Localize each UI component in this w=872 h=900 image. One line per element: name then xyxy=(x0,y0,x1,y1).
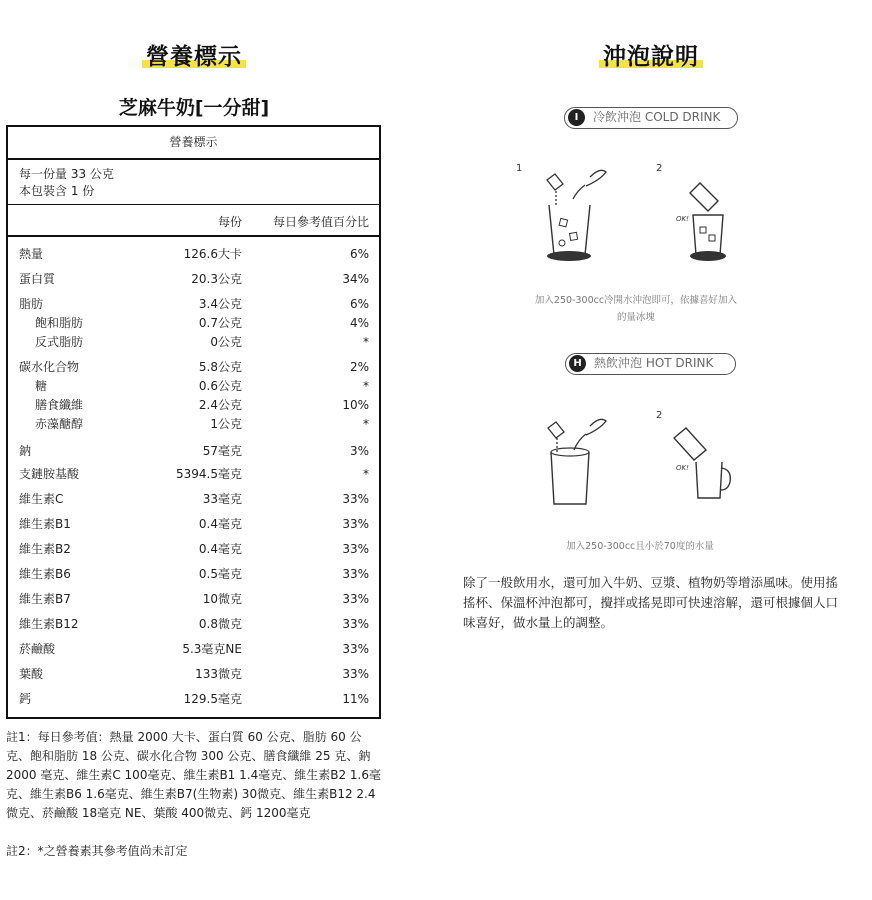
nutrient-daily-pct: 33% xyxy=(342,517,369,531)
nutrient-row-vitamin-b1 xyxy=(8,515,379,533)
nutrient-row-saturated-fat xyxy=(8,314,379,332)
nutrient-value: 0公克 xyxy=(210,335,242,349)
brewing-title-text: 沖泡說明 xyxy=(603,44,699,70)
nutrient-name: 維生素B7 xyxy=(19,592,71,606)
nutrient-value: 3.4公克 xyxy=(198,297,242,311)
nutrient-name: 熱量 xyxy=(19,247,44,261)
nutrient-name: 維生素B2 xyxy=(19,542,71,556)
nutrient-row-vitamin-b2 xyxy=(8,540,379,558)
cold-step-2-number: 2 xyxy=(656,163,663,174)
nutrient-daily-pct: 33% xyxy=(342,667,369,681)
servings-per-package: 本包裝含 1 份 xyxy=(19,184,95,198)
nutrient-daily-pct: 33% xyxy=(342,492,369,506)
nutrient-row-erythritol xyxy=(8,415,379,433)
shaker-cup-icon xyxy=(690,183,723,255)
nutrient-daily-pct: * xyxy=(363,379,369,393)
cold-drink-illustration xyxy=(510,155,760,265)
nutrient-row-sodium xyxy=(8,442,379,460)
mug-icon xyxy=(674,428,730,498)
footnote-undetermined: 註2：*之營養素其參考值尚未訂定 xyxy=(6,844,188,858)
nutrient-row-calcium xyxy=(8,690,379,708)
nutrient-daily-pct: 2% xyxy=(349,360,369,374)
nutrient-row-folic-acid xyxy=(8,665,379,683)
footnote-daily-values: 註1：每日參考值：熱量 2000 大卡、蛋白質 60 公克、脂肪 60 公克、飽和脂肪 18 公克、碳水化合物 300 公克、膳食纖維 25 克、鈉 2000 毫克、維生素C 100毫克、維生素B1 1.4毫克、維生素B2 1.6毫克、維生素B6 1.6毫克、維生素B7(生物素) 30微克、維生素B12 2.4微克、菸鹼酸 18毫克 NE、葉酸 400微克、鈣 1200毫克 xyxy=(6,730,381,820)
hot-drink-text: 熱飲沖泡 HOT DRINK xyxy=(594,356,714,370)
brewing-title xyxy=(603,38,699,71)
nutrient-name: 碳水化合物 xyxy=(19,360,80,374)
hot-step-2-number: 2 xyxy=(656,410,663,421)
nutrient-name: 赤藻醣醇 xyxy=(35,417,84,431)
nutrient-daily-pct: 6% xyxy=(349,297,369,311)
hot-ok-label: OK! xyxy=(676,464,689,472)
nutrient-row-trans-fat xyxy=(8,333,379,351)
nutrient-value: 10微克 xyxy=(202,592,242,606)
nutrient-name: 鈉 xyxy=(19,444,32,458)
nutrient-row-vitamin-b12 xyxy=(8,615,379,633)
nutrient-value: 126.6大卡 xyxy=(183,247,242,261)
nutrient-row-vitamin-b7 xyxy=(8,590,379,608)
nutrient-daily-pct: 11% xyxy=(342,692,369,706)
nutrient-value: 57毫克 xyxy=(202,444,242,458)
nutrient-name: 葉酸 xyxy=(19,667,44,681)
nutrient-name: 維生素B12 xyxy=(19,617,79,631)
cup-shadow-icon xyxy=(690,251,726,261)
nutrient-value: 133微克 xyxy=(195,667,242,681)
nutrient-value: 33毫克 xyxy=(202,492,242,506)
nutrient-row-sugar xyxy=(8,377,379,395)
hot-drink-label xyxy=(565,353,736,375)
pour-packet-icon xyxy=(548,419,606,452)
nutrient-daily-pct: * xyxy=(363,467,369,481)
nutrient-name: 維生素C xyxy=(19,492,64,506)
nutrient-value: 5.3毫克NE xyxy=(182,642,242,656)
nutrient-daily-pct: 4% xyxy=(349,316,369,330)
nutrition-title-text: 營養標示 xyxy=(146,44,242,70)
nutrient-daily-pct: * xyxy=(363,417,369,431)
nutrient-row-carbohydrate xyxy=(8,358,379,376)
hot-drink-illustration xyxy=(540,400,760,515)
nutrient-row-vitamin-c xyxy=(8,490,379,508)
nutrient-daily-pct: * xyxy=(363,335,369,349)
pour-packet-icon xyxy=(547,170,606,205)
hot-drink-caption: 加入250-300cc且小於70度的水量 xyxy=(566,541,714,552)
nutrient-daily-pct: 6% xyxy=(349,247,369,261)
serving-size: 每一份量 33 公克 xyxy=(19,167,114,181)
nutrient-row-vitamin-b6 xyxy=(8,565,379,583)
nutrient-name: 糖 xyxy=(35,379,48,393)
cold-drink-caption xyxy=(520,292,752,326)
cold-caption-line-2: 的量冰塊 xyxy=(616,312,655,323)
nutrient-value: 2.4公克 xyxy=(198,398,242,412)
nutrient-value: 0.6公克 xyxy=(198,379,242,393)
nutrient-name: 脂肪 xyxy=(19,297,44,311)
nutrient-name: 蛋白質 xyxy=(19,272,56,286)
nutrient-daily-pct: 33% xyxy=(342,567,369,581)
nutrient-value: 129.5毫克 xyxy=(183,692,242,706)
cold-step-1-number: 1 xyxy=(516,163,523,174)
nutrient-daily-pct: 3% xyxy=(349,444,369,458)
nutrient-name: 支鏈胺基酸 xyxy=(19,467,80,481)
nutrient-name: 反式脂肪 xyxy=(35,335,84,349)
nutrient-row-energy xyxy=(8,245,379,263)
nutrient-row-niacin xyxy=(8,640,379,658)
nutrient-name: 維生素B6 xyxy=(19,567,71,581)
nutrient-value: 5.8公克 xyxy=(198,360,242,374)
nutrient-value: 20.3公克 xyxy=(191,272,242,286)
nutrient-value: 5394.5毫克 xyxy=(176,467,242,481)
footnotes xyxy=(6,728,381,861)
nutrient-daily-pct: 33% xyxy=(342,642,369,656)
nutrient-daily-pct: 33% xyxy=(342,542,369,556)
nutrient-value: 0.4毫克 xyxy=(198,517,242,531)
nutrition-title xyxy=(146,38,242,71)
nutrient-name: 維生素B1 xyxy=(19,517,71,531)
nutrient-value: 0.5毫克 xyxy=(198,567,242,581)
nutrition-facts-table xyxy=(6,125,381,719)
cold-drink-text: 冷飲沖泡 COLD DRINK xyxy=(593,110,721,124)
nutrient-name: 膳食纖維 xyxy=(35,398,84,412)
column-headers xyxy=(8,205,379,237)
cold-drink-label xyxy=(564,107,738,129)
nutrient-daily-pct: 10% xyxy=(342,398,369,412)
hot-cup-icon xyxy=(551,448,589,504)
nutrient-row-dietary-fiber xyxy=(8,396,379,414)
serving-info xyxy=(8,160,379,205)
nutrient-value: 0.8微克 xyxy=(198,617,242,631)
product-name: 芝麻牛奶[一分甜] xyxy=(118,97,270,119)
nutrition-table-header: 營養標示 xyxy=(8,127,379,160)
nutrient-name: 飽和脂肪 xyxy=(35,316,84,330)
nutrient-value: 0.7公克 xyxy=(198,316,242,330)
nutrient-name: 鈣 xyxy=(19,692,32,706)
nutrient-daily-pct: 34% xyxy=(342,272,369,286)
col-per-serving: 每份 xyxy=(217,215,242,229)
cold-ok-label: OK! xyxy=(676,215,689,223)
nutrient-row-protein xyxy=(8,270,379,288)
cold-caption-line-1: 加入250-300cc冷開水沖泡即可，依據喜好加入 xyxy=(534,295,738,306)
nutrient-value: 1公克 xyxy=(210,417,242,431)
cold-badge-icon: I xyxy=(568,109,585,126)
nutrient-value: 0.4毫克 xyxy=(198,542,242,556)
tall-glass-icon xyxy=(547,205,591,261)
brewing-description: 除了一般飲用水，還可加入牛奶、豆漿、植物奶等增添風味。使用搖搖杯、保溫杯沖泡都可，攪拌或搖晃即可快速溶解，還可根據個人口味喜好，做水量上的調整。 xyxy=(463,575,839,630)
hot-badge-icon: H xyxy=(569,355,586,372)
nutrient-daily-pct: 33% xyxy=(342,592,369,606)
nutrient-daily-pct: 33% xyxy=(342,617,369,631)
col-daily-value: 每日參考值百分比 xyxy=(272,215,369,229)
nutrient-name: 菸鹼酸 xyxy=(19,642,56,656)
nutrient-row-bcaa xyxy=(8,465,379,483)
nutrient-row-fat xyxy=(8,295,379,313)
